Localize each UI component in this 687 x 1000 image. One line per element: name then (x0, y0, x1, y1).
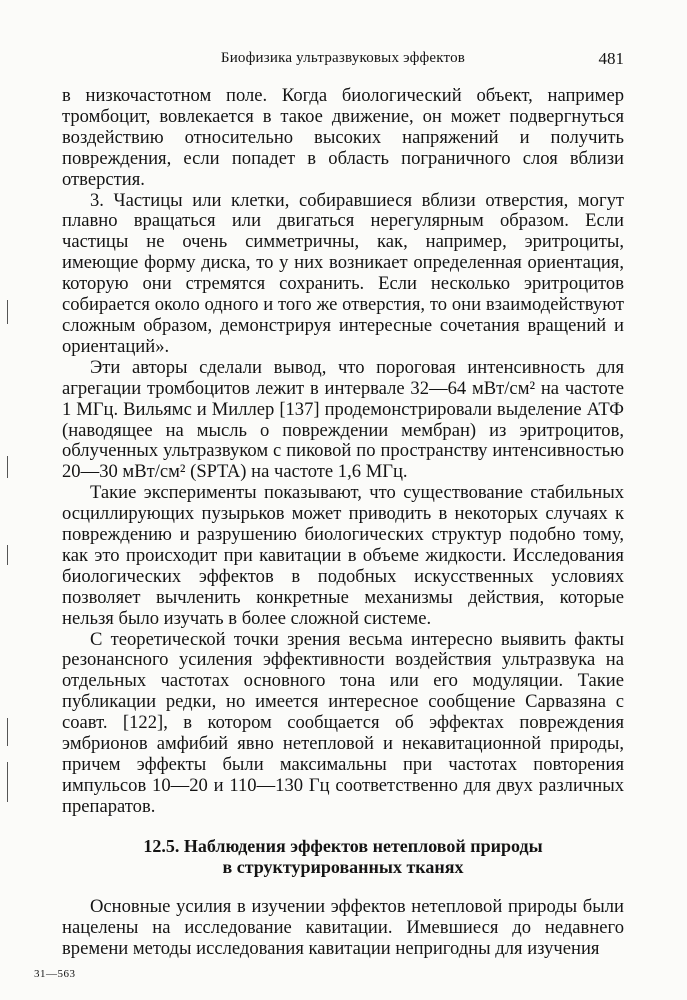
paragraph-quote-item-3: 3. Частицы или клетки, собиравшиеся вблизи отверстия, могут плавно вращаться или двигаться нерегулярным образом. Если частицы не очень симметричны, как, например, эритроциты, имеющие форму диска, то у них возникает определенная ориентация, которую они стремятся сохранить. Если несколько эритроцитов собирается около одного и того же отверстия, то они взаимодействуют сложным образом, демонстрируя интересные сочетания вращений и ориентаций». (62, 189, 624, 357)
page-number: 481 (598, 49, 624, 68)
printer-signature: 31—563 (34, 968, 76, 980)
section-heading (62, 836, 624, 878)
running-title: Биофизика ультразвуковых эффектов (220, 50, 466, 66)
scan-margin-mark (7, 545, 8, 565)
scan-margin-mark (7, 762, 8, 802)
paragraph-platelet-threshold: Эти авторы сделали вывод, что пороговая интенсивность для агрегации тромбоцитов лежит в интервале 32—64 мВт/см² на частоте 1 МГц. Вильямс и Миллер [137] продемонстрировали выделение АТФ (наводящее на мысль о повреждении мембран) из эритроцитов, облученных ультразвуком с пиковой по пространству интенсивностью 20—30 мВт/см² (SPTA) на частоте 1,6 МГц. (62, 356, 624, 483)
section-heading-line-2: в структурированных тканях (222, 856, 464, 877)
body-text (62, 86, 624, 959)
paragraph-continuation: в низкочастотном поле. Когда биологический объект, например тромбоцит, вовлекается в такое движение, он может подвергнуться воздействию относительно высоких напряжений и получить повреждения, если попадет в область пограничного слоя вблизи отверстия. (62, 85, 624, 190)
scan-margin-mark (7, 456, 8, 478)
page-header (62, 50, 624, 72)
paragraph-section-intro: Основные усилия в изучении эффектов нетепловой природы были нацелены на исследование кавитации. Имевшиеся до недавнего времени методы исследования кавитации непригодны для изучения (62, 895, 624, 959)
paragraph-resonance: С теоретической точки зрения весьма интересно выявить факты резонансного усиления эффективности воздействия ультразвука на отдельных частотах основного тона или его модуляции. Такие публикации редки, но имеется интересное сообщение Сарвазяна с соавт. [122], в котором сообщается об эффектах повреждения эмбрионов амфибий явно нетепловой и некавитационной природы, причем эффекты были максимальны при частотах повторения импульсов 10—20 и 110—130 Гц соответственно для двух различных препаратов. (62, 628, 624, 817)
section-heading-line-1: 12.5. Наблюдения эффектов нетепловой природы (143, 835, 543, 856)
scan-margin-mark (7, 300, 8, 324)
paragraph-stable-bubbles: Такие эксперименты показывают, что существование стабильных осциллирующих пузырьков может приводить в некоторых случаях к повреждению и разрушению биологических структур подобно тому, как это происходит при кавитации в объеме жидкости. Исследования биологических эффектов в подобных искусственных условиях позволяет вычленить конкретные механизмы действия, которые нельзя было изучать в более сложной системе. (62, 482, 624, 629)
scan-margin-mark (7, 718, 8, 746)
